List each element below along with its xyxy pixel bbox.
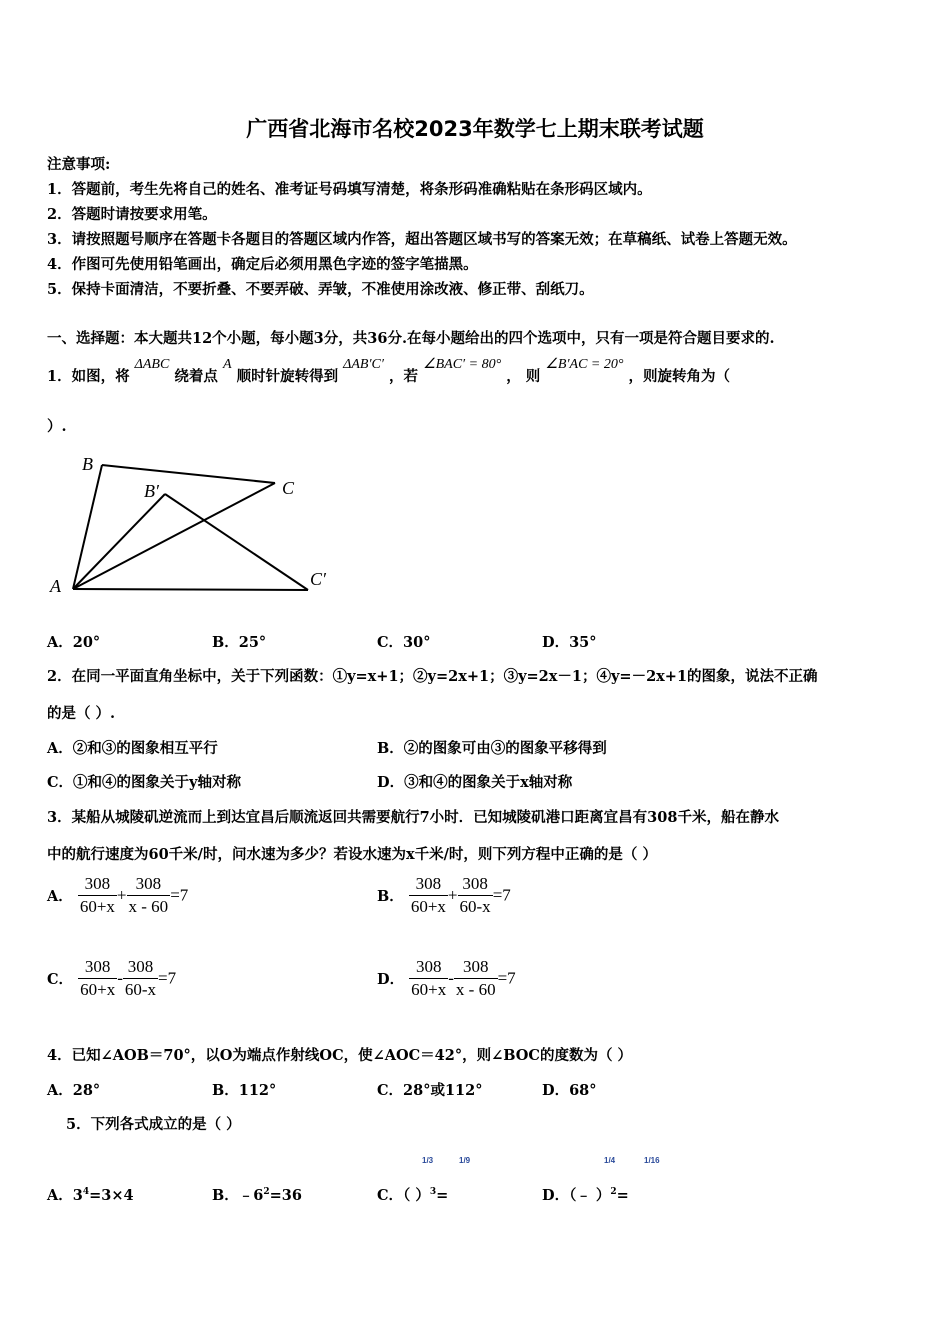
numerator: 308	[127, 874, 171, 896]
option-label: B．	[212, 1187, 239, 1204]
label-b: B	[82, 454, 93, 474]
q1-text: 顺时针旋转得到	[236, 368, 339, 385]
q5-c-fraction-1: 1/3	[422, 1156, 434, 1165]
option-label: C．	[377, 1187, 404, 1204]
exponent: 2	[263, 1187, 270, 1198]
paren-expression: （﹣ ）	[569, 1187, 611, 1204]
numerator: 308	[78, 874, 117, 896]
q5-d-fraction-1: 1/4	[604, 1156, 616, 1165]
q4-option-b[interactable]: B．112°	[212, 1082, 277, 1099]
base: ﹣6	[238, 1187, 264, 1204]
notice-heading: 注意事项:	[47, 156, 111, 173]
q1-text: 绕着点	[174, 368, 218, 385]
fraction	[127, 874, 171, 917]
equals: =7	[497, 968, 516, 988]
denominator: 60+x	[79, 897, 115, 916]
q1-option-a[interactable]: A．20°	[47, 634, 101, 651]
notice-item: 1．答题前，考生先将自己的姓名、准考证号码填写清楚，将条形码准确粘贴在条形码区域内。	[47, 181, 652, 198]
numerator: 308	[454, 957, 498, 979]
q1-text: ， 则	[506, 368, 541, 385]
q4-stem: 4．已知∠AOB＝70°，以O为端点作射线OC，使∠AOC＝42°，则∠BOC的度数为（ ）	[47, 1047, 632, 1064]
notice-item: 4．作图可先使用铅笔画出，确定后必须用黑色字迹的签字笔描黑。	[47, 256, 478, 273]
q1-text: ，若	[389, 368, 418, 385]
option-label: D．	[542, 1187, 570, 1204]
equals: =	[436, 1187, 449, 1204]
q2-option-c[interactable]: C．①和④的图象关于y轴对称	[47, 774, 241, 791]
q3-option-a[interactable]	[47, 874, 188, 917]
q1-stem-end: ）.	[47, 418, 67, 435]
q2-option-b[interactable]: B．②的图象可由③的图象平移得到	[377, 740, 607, 757]
q4-option-c[interactable]: C．28°或112°	[377, 1082, 483, 1099]
label-c-prime: C′	[310, 569, 326, 589]
label-a: A	[50, 576, 61, 596]
label-b-prime: B′	[144, 481, 159, 501]
equals: =7	[492, 885, 511, 905]
q3-stem: 3．某船从城陵矶逆流而上到达宜昌后顺流返回共需要航行7小时．已知城陵矶港口距离宜昌有308千米，船在静水	[47, 809, 779, 826]
q1-option-b[interactable]: B．25°	[212, 634, 267, 651]
fraction	[409, 874, 448, 917]
numerator: 308	[123, 957, 158, 979]
q5-stem: 5．下列各式成立的是（ ）	[66, 1116, 241, 1133]
equals: =7	[158, 968, 177, 988]
notice-item: 2．答题时请按要求用笔。	[47, 206, 217, 223]
q3-stem: 中的航行速度为60千米/时，问水速为多少？若设水速为x千米/时，则下列方程中正确的是（ ）	[47, 846, 657, 863]
segment-ac-prime	[73, 589, 308, 590]
q1-text: 1．如图，将	[47, 368, 130, 385]
q1-math: ∠BAC′ = 80°	[423, 357, 502, 372]
base: 3	[72, 1187, 83, 1204]
option-label: C．	[47, 971, 74, 988]
operator: -	[117, 968, 123, 988]
q1-math: ΔABC	[134, 357, 170, 372]
denominator: 60-x	[459, 897, 491, 916]
numerator: 308	[78, 957, 117, 979]
section-heading: 一、选择题：本大题共12个小题，每小题3分，共36分.在每小题给出的四个选项中，只有一项是符合题目要求的.	[47, 330, 775, 347]
rest: =36	[269, 1187, 302, 1204]
paren-expression: （ ）	[403, 1187, 430, 1204]
q2-stem: 2．在同一平面直角坐标中，关于下列函数：①y=x+1；②y=2x+1；③y=2x－1；④y=－2x+1的图象，说法不正确	[47, 668, 818, 685]
fraction	[78, 874, 117, 917]
segment-b-prime-c-prime	[165, 494, 308, 590]
numerator: 308	[409, 957, 448, 979]
operator: -	[448, 968, 454, 988]
q5-option-c[interactable]	[377, 1184, 448, 1205]
segment-ab	[73, 465, 102, 589]
fraction	[409, 957, 448, 1000]
operator: +	[447, 885, 458, 905]
notice-item: 5．保持卡面清洁，不要折叠、不要弄破、弄皱，不准使用涂改液、修正带、刮纸刀。	[47, 281, 594, 298]
q2-stem: 的是（ ）.	[47, 705, 116, 722]
q2-option-d[interactable]: D．③和④的图象关于x轴对称	[377, 774, 573, 791]
q1-text: ，则旋转角为（	[628, 368, 731, 385]
denominator: 60-x	[124, 980, 157, 999]
q1-stem	[47, 352, 731, 385]
denominator: x - 60	[128, 897, 169, 916]
q3-option-b[interactable]	[377, 874, 511, 917]
segment-bc	[102, 465, 275, 483]
q5-option-a[interactable]	[47, 1184, 134, 1205]
q1-figure	[40, 448, 340, 598]
option-label: D．	[377, 971, 405, 988]
q1-option-c[interactable]: C．30°	[377, 634, 431, 651]
exponent: 4	[82, 1187, 90, 1198]
q1-math: A	[222, 357, 232, 372]
q3-option-d[interactable]	[377, 957, 516, 1000]
option-label: B．	[377, 888, 404, 905]
q3-option-c[interactable]	[47, 957, 176, 1000]
page-title: 广西省北海市名校2023年数学七上期末联考试题	[246, 117, 704, 141]
q4-option-a[interactable]: A．28°	[47, 1082, 101, 1099]
rest: =3×4	[89, 1187, 134, 1204]
denominator: 60+x	[411, 980, 447, 999]
q1-math: ΔAB′C′	[343, 357, 384, 372]
fraction	[458, 874, 493, 917]
operator: +	[116, 885, 127, 905]
option-label: A．	[47, 1187, 73, 1204]
fraction	[78, 957, 117, 1000]
denominator: x - 60	[455, 980, 496, 999]
notice-item: 3．请按照题号顺序在答题卡各题目的答题区域内作答，超出答题区域书写的答案无效；在草稿纸、试卷上答题无效。	[47, 231, 797, 248]
numerator: 308	[458, 874, 493, 896]
q5-option-d[interactable]	[542, 1184, 629, 1205]
segment-ab-prime	[73, 494, 165, 589]
q4-option-d[interactable]: D．68°	[542, 1082, 597, 1099]
q1-math: ∠B′AC = 20°	[545, 357, 624, 372]
exponent: 3	[429, 1187, 437, 1198]
denominator: 60+x	[80, 980, 116, 999]
denominator: 60+x	[410, 897, 446, 916]
q5-option-b[interactable]	[212, 1184, 302, 1205]
numerator: 308	[409, 874, 448, 896]
q5-c-fraction-2: 1/9	[459, 1156, 471, 1165]
fraction	[123, 957, 158, 1000]
fraction	[454, 957, 498, 1000]
label-c: C	[282, 478, 295, 498]
q5-d-fraction-2: 1/16	[644, 1156, 660, 1165]
q1-option-d[interactable]: D．35°	[542, 634, 597, 651]
equals: =	[616, 1187, 629, 1204]
option-label: A．	[47, 888, 73, 905]
exponent: 2	[610, 1187, 617, 1198]
q2-option-a[interactable]: A．②和③的图象相互平行	[47, 740, 218, 757]
equals: =7	[170, 885, 189, 905]
